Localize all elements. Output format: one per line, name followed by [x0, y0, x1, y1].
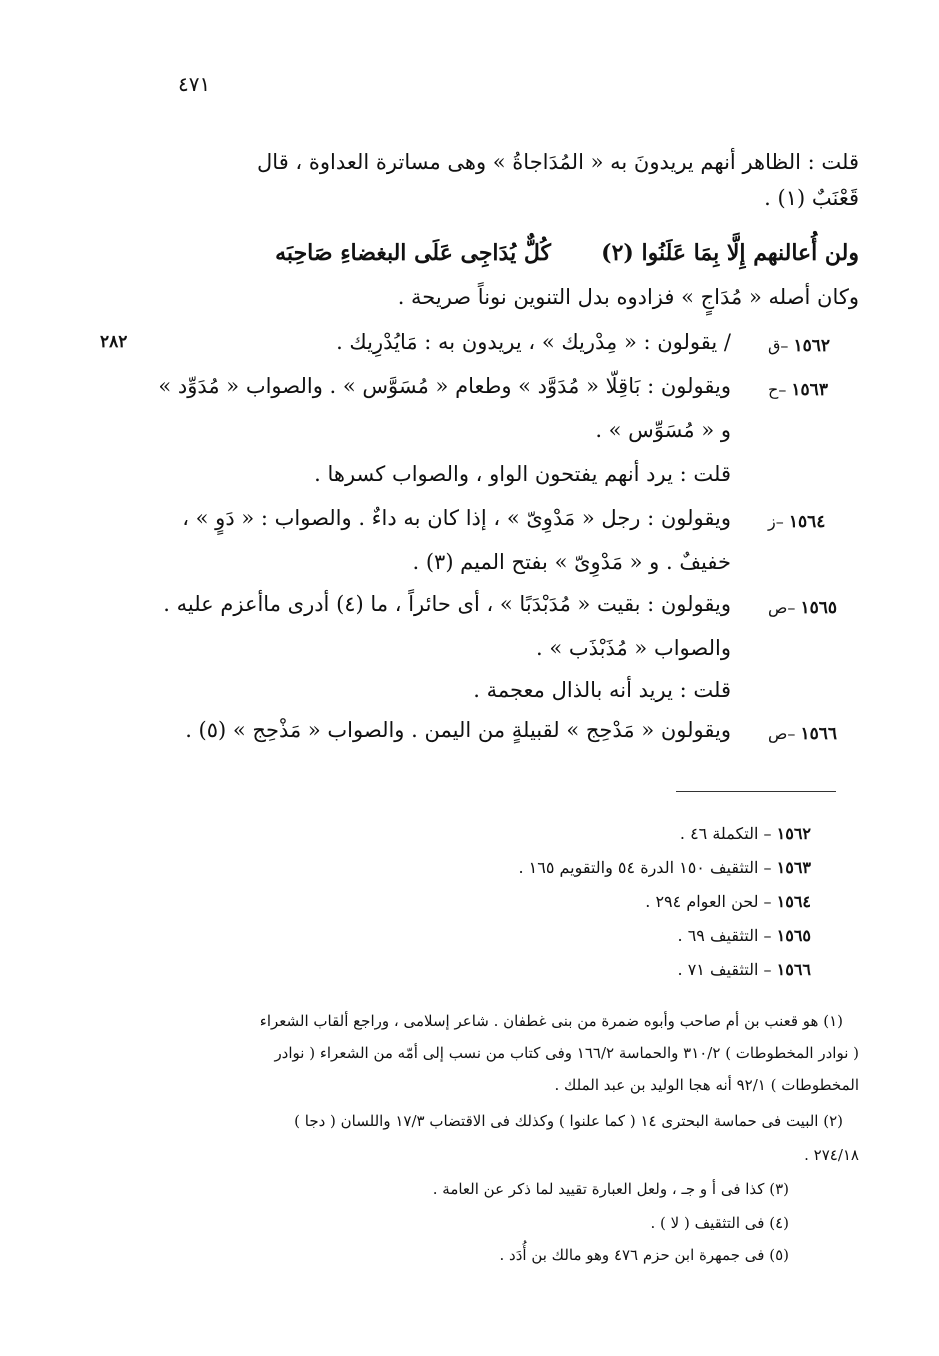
entry-number: ١٥٦٣ [791, 380, 828, 400]
source-1566: ١٥٦٦ – التثقيف ٧١ . [677, 960, 811, 979]
margin-page-number: ٢٨٢ [100, 332, 128, 352]
entry-source-letter: –ح [768, 380, 787, 399]
intro-line-1: قلت : الظاهر أنهم يريدونَ به « المُدَاجاةُ » وهى مساترة العداوة ، قال [257, 150, 859, 174]
entry-number: ١٥٦٦ [800, 724, 837, 744]
source-1562: ١٥٦٢ – التكملة ٤٦ . [679, 824, 811, 843]
entry-source-letter: –ص [768, 724, 796, 743]
entry-number: ١٥٦٢ [793, 336, 831, 356]
comment-line: قلت : يرد أنهم يفتحون الواو ، والصواب كسرها . [314, 462, 731, 486]
intro-line-2: قَعْنَبٌ (١) . [764, 186, 859, 210]
footnote-2-line-2: ٢٧٤/١٨ . [804, 1146, 859, 1164]
footnote-4: (٤) فى التثقيف ( لا ) . [650, 1214, 789, 1232]
entry-tag-1562 [768, 336, 830, 356]
entry-1565-line-2: والصواب « مُذَبْذَب » . [535, 636, 731, 660]
footnote-1-line-2: ( نوادر المخطوطات ) ٣١٠/٢ والحماسة ١٦٦/٢ وفى كتاب من نسب إلى أمّه من الشعراء ( نوادر [274, 1044, 859, 1062]
entry-1564-line-1: ويقولون : رجل « مَدْوِىّ » ، إذا كان به داءٌ . والصواب : « دَوٍ » ، [182, 506, 731, 530]
entry-number: ١٥٦٥ [800, 598, 837, 618]
entry-number: ١٥٦٤ [788, 512, 826, 532]
footnote-1-line-1: (١) هو قعنب بن أم صاحب وأبوه ضمرة من بنى غطفان . شاعر إسلامى ، وراجع ألقاب الشعراء [259, 1012, 843, 1030]
entry-source-letter: –ص [768, 598, 796, 617]
footnote-3: (٣) كذا فى أ و جـ ، ولعل العبارة تقييد لما ذكر عن العامة . [432, 1180, 789, 1198]
footnote-divider [676, 791, 836, 792]
footnote-2-line-1: (٢) البيت فى حماسة البحترى ١٤ ( كما علنوا ) وكذلك فى الاقتضاب ١٧/٣ واللسان ( دجا ) [294, 1112, 843, 1130]
after-verse-line: وكان أصله « مُدَاجٍ » فزادوه بدل التنوين نوناً صريحة . [397, 285, 859, 309]
entry-1565-line-3: قلت : يريد أنه بالذال معجمة . [473, 678, 731, 702]
entry-tag-1564 [768, 512, 825, 532]
entry-source-letter: –ز [768, 512, 784, 531]
verse-first-hemistich: كُلٌّ يُدَاجِى عَلَى البغضاءِ صَاحِبَه [275, 240, 551, 266]
source-1565: ١٥٦٥ – التثقيف ٦٩ . [677, 926, 811, 945]
source-1564: ١٥٦٤ – لحن العوام ٢٩٤ . [645, 892, 811, 911]
entry-tag-1565 [768, 598, 837, 618]
entry-source-letter: –ق [768, 336, 789, 355]
entry-1565-line-1: ويقولون : بقيت « مُدَبْدَبًا » ، أى حائراً ، ما (٤) أدرى ماأعزم عليه . [163, 592, 731, 616]
footnote-1-line-3: المخطوطات ) ٩٢/١ أنه هجا الوليد بن عبد الملك . [554, 1076, 859, 1094]
page-number: ٤٧١ [178, 72, 211, 96]
entry-1563-line-2: و « مُسَوِّس » . [595, 418, 731, 442]
footnote-5: (٥) فى جمهرة ابن حزم ٤٧٦ وهو مالك بن أُدَد . [499, 1246, 789, 1264]
entry-1563-line-1: ويقولون : بَاقِلّا « مُدَوَّد » وطعام « مُسَوَّس » . والصواب « مُدَوِّد » [158, 374, 731, 398]
entry-tag-1563 [768, 380, 828, 400]
entry-tag-1566 [768, 724, 837, 744]
source-1563: ١٥٦٣ – التثقيف ١٥٠ الدرة ٥٤ والتقويم ١٦٥ . [518, 858, 811, 877]
entry-1566-line-1: ويقولون « مَدْحِج » لقبيلةٍ من اليمن . والصواب « مَذْحِج » (٥) . [185, 718, 731, 742]
verse-second-hemistich: ولن أُعالنهم إِلَّا بِمَا عَلَنُوا (٢) [601, 240, 859, 266]
entry-1562-line-1: / يقولون : « مِدْريك » ، يريدون به : مَايُدْرِيك . [336, 330, 731, 354]
entry-1564-line-2: خفيفٌ . و « مَدْوِىّ » بفتح الميم (٣) . [412, 550, 731, 574]
